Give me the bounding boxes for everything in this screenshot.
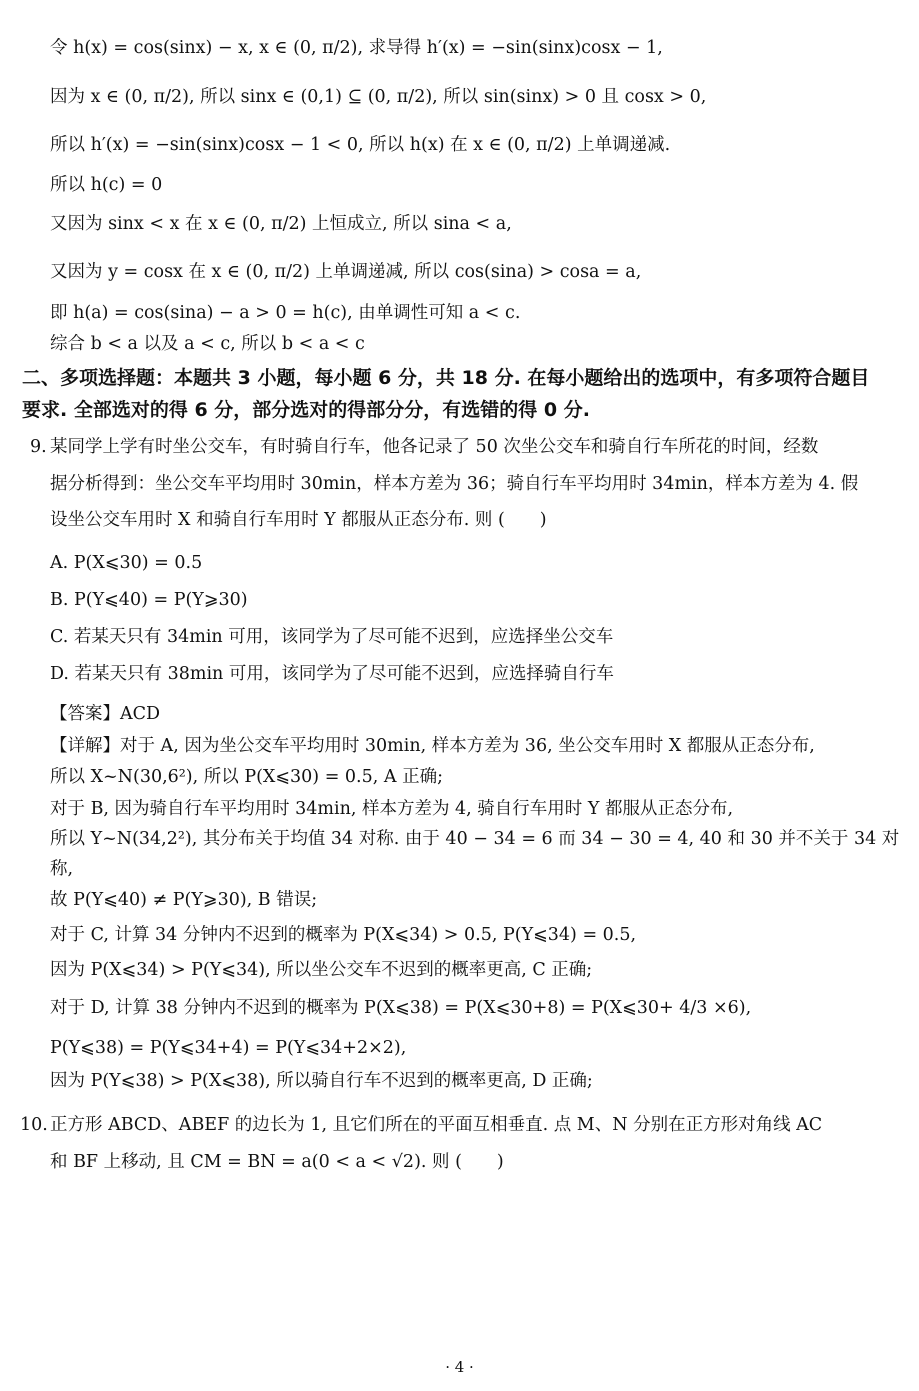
question-text-line: 正方形 ABCD、ABEF 的边长为 1, 且它们所在的平面互相垂直. 点 M、N 分别在正方形对角线 AC — [50, 1115, 823, 1135]
detail-line: P(Y⩽38) = P(Y⩽34+4) = P(Y⩽34+2×2), — [50, 1038, 407, 1058]
solution-line: 综合 b < a 以及 a < c, 所以 b < a < c — [50, 334, 365, 354]
question-text-line: 和 BF 上移动, 且 CM = BN = a(0 < a < √2). 则 ( ) — [50, 1152, 504, 1172]
solution-line: 又因为 y = cosx 在 x ∈ (0, π/2) 上单调递减, 所以 cos(sina) > cosa = a, — [50, 262, 642, 282]
option-b: B. P(Y⩽40) = P(Y⩾30) — [50, 590, 248, 610]
detail-line: 所以 X~N(30,6²), 所以 P(X⩽30) = 0.5, A 正确; — [50, 767, 443, 787]
solution-line: 令 h(x) = cos(sinx) − x, x ∈ (0, π/2), 求导得 h′(x) = −sin(sinx)cosx − 1, — [50, 38, 663, 58]
question-number: 9. — [30, 437, 47, 457]
option-c: C. 若某天只有 34min 可用，该同学为了尽可能不迟到，应选择坐公交车 — [50, 627, 614, 647]
detail-line: 对于 C, 计算 34 分钟内不迟到的概率为 P(X⩽34) > 0.5, P(Y⩽34) = 0.5, — [50, 925, 637, 945]
detail-line: 称, — [50, 859, 74, 879]
detail-line: 故 P(Y⩽40) ≠ P(Y⩾30), B 错误; — [50, 890, 318, 910]
detail-line: 因为 P(X⩽34) > P(Y⩽34), 所以坐公交车不迟到的概率更高, C 正确; — [50, 960, 593, 980]
question-text-line: 设坐公交车用时 X 和骑自行车用时 Y 都服从正态分布. 则 ( ) — [50, 510, 547, 530]
solution-line: 即 h(a) = cos(sina) − a > 0 = h(c), 由单调性可知 a < c. — [50, 303, 521, 323]
detail-line: 【详解】对于 A, 因为坐公交车平均用时 30min, 样本方差为 36, 坐公交车用时 X 都服从正态分布, — [50, 736, 815, 756]
option-a: A. P(X⩽30) = 0.5 — [50, 553, 203, 573]
detail-line: 对于 B, 因为骑自行车平均用时 34min, 样本方差为 4, 骑自行车用时 Y 都服从正态分布, — [50, 799, 734, 819]
question-text-line: 据分析得到：坐公交车平均用时 30min，样本方差为 36；骑自行车平均用时 34min，样本方差为 4. 假 — [50, 474, 859, 494]
page-number: · 4 · — [445, 1358, 474, 1376]
section-heading-line: 二、多项选择题：本题共 3 小题，每小题 6 分，共 18 分. 在每小题给出的选项中，有多项符合题目 — [22, 367, 870, 389]
solution-line: 所以 h(c) = 0 — [50, 175, 163, 195]
solution-line: 所以 h′(x) = −sin(sinx)cosx − 1 < 0, 所以 h(x) 在 x ∈ (0, π/2) 上单调递减. — [50, 135, 671, 155]
detail-line: 因为 P(Y⩽38) > P(X⩽38), 所以骑自行车不迟到的概率更高, D 正确; — [50, 1071, 593, 1091]
section-heading-line: 要求. 全部选对的得 6 分，部分选对的得部分分，有选错的得 0 分. — [22, 399, 590, 421]
solution-line: 因为 x ∈ (0, π/2), 所以 sinx ∈ (0,1) ⊆ (0, π/2), 所以 sin(sinx) > 0 且 cosx > 0, — [50, 87, 707, 107]
answer-line: 【答案】ACD — [50, 704, 161, 724]
question-number: 10. — [20, 1115, 48, 1135]
detail-line: 所以 Y~N(34,2²), 其分布关于均值 34 对称. 由于 40 − 34 = 6 而 34 − 30 = 4, 40 和 30 并不关于 34 对 — [50, 829, 900, 849]
detail-line: 对于 D, 计算 38 分钟内不迟到的概率为 P(X⩽38) = P(X⩽30+8) = P(X⩽30+ 4/3 ×6), — [50, 998, 752, 1018]
question-text-line: 某同学上学有时坐公交车，有时骑自行车，他各记录了 50 次坐公交车和骑自行车所花的时间，经数 — [50, 437, 819, 457]
option-d: D. 若某天只有 38min 可用，该同学为了尽可能不迟到，应选择骑自行车 — [50, 664, 614, 684]
solution-line: 又因为 sinx < x 在 x ∈ (0, π/2) 上恒成立, 所以 sina < a, — [50, 214, 512, 234]
